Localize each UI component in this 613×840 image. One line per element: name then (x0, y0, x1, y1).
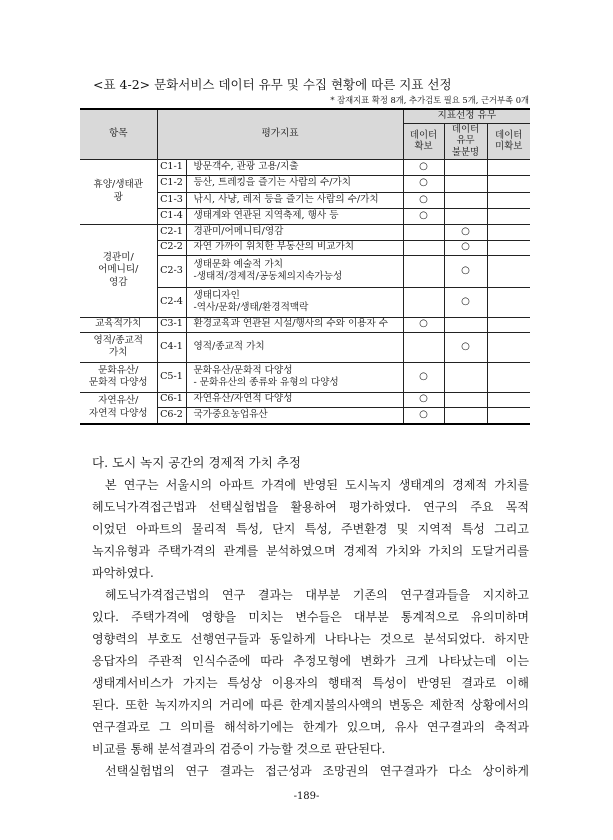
indicator-code: C1-2 (157, 175, 186, 192)
mark-unsecured (487, 317, 530, 332)
header-category: 항목 (80, 109, 157, 159)
mark-secured (403, 287, 444, 317)
mark-unclear (444, 175, 487, 192)
indicator-code: C6-2 (157, 407, 186, 424)
mark-unclear: ○ (444, 255, 487, 287)
paragraph (92, 474, 529, 584)
text-line: 된다. 또한 녹지까지의 거리에 따른 한계지불의사액의 변동은 제한적 상황에서의 (92, 698, 529, 712)
mark-unclear: ○ (444, 240, 487, 255)
table-row (80, 224, 530, 240)
text-line: 연구결과로 그 의미를 해석하기에는 한계가 있으며, 유사 연구결과의 축적과 (92, 720, 529, 734)
mark-unclear (444, 407, 487, 424)
mark-unclear (444, 317, 487, 332)
mark-unsecured (487, 240, 530, 255)
indicator-text: 등산, 트레킹을 즐기는 사람의 수/가치 (186, 175, 403, 192)
text-line: 헤도닉가격접근법과 선택실험법을 활용하여 평가하였다. 연구의 주요 목적 (92, 500, 529, 514)
text-line: 생태계서비스가 가지는 특성상 이용자의 행태적 특성이 반영된 결과로 이해 (92, 676, 529, 690)
mark-unclear: ○ (444, 287, 487, 317)
header-data-unsecured: 데이터 미확보 (487, 123, 530, 159)
indicator-text: 생태문화 예술적 가치 -생태적/경제적/공동체의지속가능성 (186, 255, 403, 287)
paragraph (92, 760, 529, 782)
table-row (80, 317, 530, 332)
category-cell: 문화유산/ 문화적 다양성 (80, 362, 157, 392)
header-selection: 지표선정 유무 (403, 109, 530, 123)
indicator-code: C2-1 (157, 224, 186, 240)
indicator-text: 낚시, 사냥, 레저 등을 즐기는 사람의 수/가치 (186, 192, 403, 208)
indicator-text: 환경교육과 연관된 시설/행사의 수와 이용자 수 (186, 317, 403, 332)
text-line: 선택실험법의 연구 결과는 접근성과 조망권의 연구결과가 다소 상이하게 (105, 764, 529, 778)
mark-unsecured (487, 392, 530, 407)
category-cell: 영적/종교적 가치 (80, 332, 157, 362)
table-row (80, 392, 530, 407)
category-cell: 휴양/생태관 광 (80, 159, 157, 224)
mark-unclear (444, 362, 487, 392)
header-indicator: 평가지표 (157, 109, 403, 159)
mark-secured (403, 240, 444, 255)
mark-secured: ○ (403, 175, 444, 192)
text-line: 녹지유형과 주택가격의 관계를 분석하였으며 경제적 가치와 가치의 도달거리를 (92, 544, 529, 558)
table-row (80, 159, 530, 175)
mark-secured: ○ (403, 159, 444, 175)
mark-unsecured (487, 362, 530, 392)
mark-secured: ○ (403, 208, 444, 224)
mark-unsecured (487, 159, 530, 175)
indicator-text: 방문객수, 관광 고용/지출 (186, 159, 403, 175)
mark-unsecured (487, 224, 530, 240)
mark-secured: ○ (403, 407, 444, 424)
text-line: 이었던 아파트의 물리적 특성, 단지 특성, 주변환경 및 지역적 특성 그리고 (92, 522, 529, 536)
indicator-text: 자연 가까이 위치한 부동산의 비교가치 (186, 240, 403, 255)
mark-unsecured (487, 255, 530, 287)
text-line: 응답자의 주관적 인식수준에 따라 추정모형에 변화가 크게 나타났는데 이는 (92, 654, 529, 668)
indicator-code: C2-3 (157, 255, 186, 287)
indicator-text: 생태디자인 -역사/문화/생태/환경적맥락 (186, 287, 403, 317)
header-data-unclear: 데이터 유무 불분명 (444, 123, 487, 159)
mark-unclear: ○ (444, 224, 487, 240)
text-line: 헤도닉가격접근법의 연구 결과는 대부분 기존의 연구결과들을 지지하고 (105, 588, 529, 602)
table-note: * 잠재지표 확정 8개, 추가검토 필요 5개, 근거부족 0개 (330, 95, 529, 105)
mark-secured (403, 224, 444, 240)
mark-secured: ○ (403, 362, 444, 392)
text-line: 비교를 통해 분석결과의 검증이 가능할 것으로 판단된다. (92, 742, 386, 756)
indicator-code: C4-1 (157, 332, 186, 362)
mark-secured (403, 332, 444, 362)
indicator-code: C6-1 (157, 392, 186, 407)
indicator-code: C2-2 (157, 240, 186, 255)
table-row (80, 332, 530, 362)
mark-unsecured (487, 192, 530, 208)
mark-unsecured (487, 407, 530, 424)
indicator-text: 경관미/어메니티/영감 (186, 224, 403, 240)
indicator-code: C2-4 (157, 287, 186, 317)
indicator-text: 영적/종교적 가치 (186, 332, 403, 362)
header-row (80, 109, 530, 123)
paragraph (92, 584, 529, 760)
mark-secured: ○ (403, 392, 444, 407)
text-line: 영향력의 부호도 선행연구들과 동일하게 나타나는 것으로 분석되었다. 하지만 (92, 632, 529, 646)
text-line: 있다. 주택가격에 영향을 미치는 변수들은 대부분 통계적으로 유의미하며 (92, 610, 529, 624)
indicator-code: C1-4 (157, 208, 186, 224)
indicator-code: C1-1 (157, 159, 186, 175)
indicator-text: 국가중요농업유산 (186, 407, 403, 424)
indicator-code: C5-1 (157, 362, 186, 392)
mark-unclear: ○ (444, 332, 487, 362)
section-heading: 다. 도시 녹지 공간의 경제적 가치 추정 (92, 455, 301, 470)
mark-secured: ○ (403, 317, 444, 332)
text-line: 본 연구는 서울시의 아파트 가격에 반영된 도시녹지 생태계의 경제적 가치를 (105, 478, 529, 492)
indicator-table (80, 108, 530, 425)
mark-secured (403, 255, 444, 287)
page-number: -189- (293, 791, 320, 802)
indicator-text: 자연유산/자연적 다양성 (186, 392, 403, 407)
mark-unclear (444, 192, 487, 208)
table-caption: <표 4-2> 문화서비스 데이터 유무 및 수집 현황에 따른 지표 선정 (93, 77, 452, 92)
mark-unclear (444, 159, 487, 175)
mark-unsecured (487, 208, 530, 224)
category-cell: 자연유산/ 자연적 다양성 (80, 392, 157, 424)
indicator-text: 문화유산/문화적 다양성 - 문화유산의 종류와 유형의 다양성 (186, 362, 403, 392)
mark-unsecured (487, 287, 530, 317)
category-cell: 경관미/ 어메니티/ 영감 (80, 224, 157, 317)
indicator-code: C3-1 (157, 317, 186, 332)
mark-unsecured (487, 175, 530, 192)
mark-secured: ○ (403, 192, 444, 208)
table-row (80, 362, 530, 392)
body-section (92, 452, 529, 782)
mark-unclear (444, 208, 487, 224)
mark-unclear (444, 392, 487, 407)
category-cell: 교육적가치 (80, 317, 157, 332)
indicator-text: 생태계와 연관된 지역축제, 행사 등 (186, 208, 403, 224)
text-line: 파악하였다. (92, 566, 154, 580)
mark-unsecured (487, 332, 530, 362)
header-data-secured: 데이터 확보 (403, 123, 444, 159)
indicator-code: C1-3 (157, 192, 186, 208)
